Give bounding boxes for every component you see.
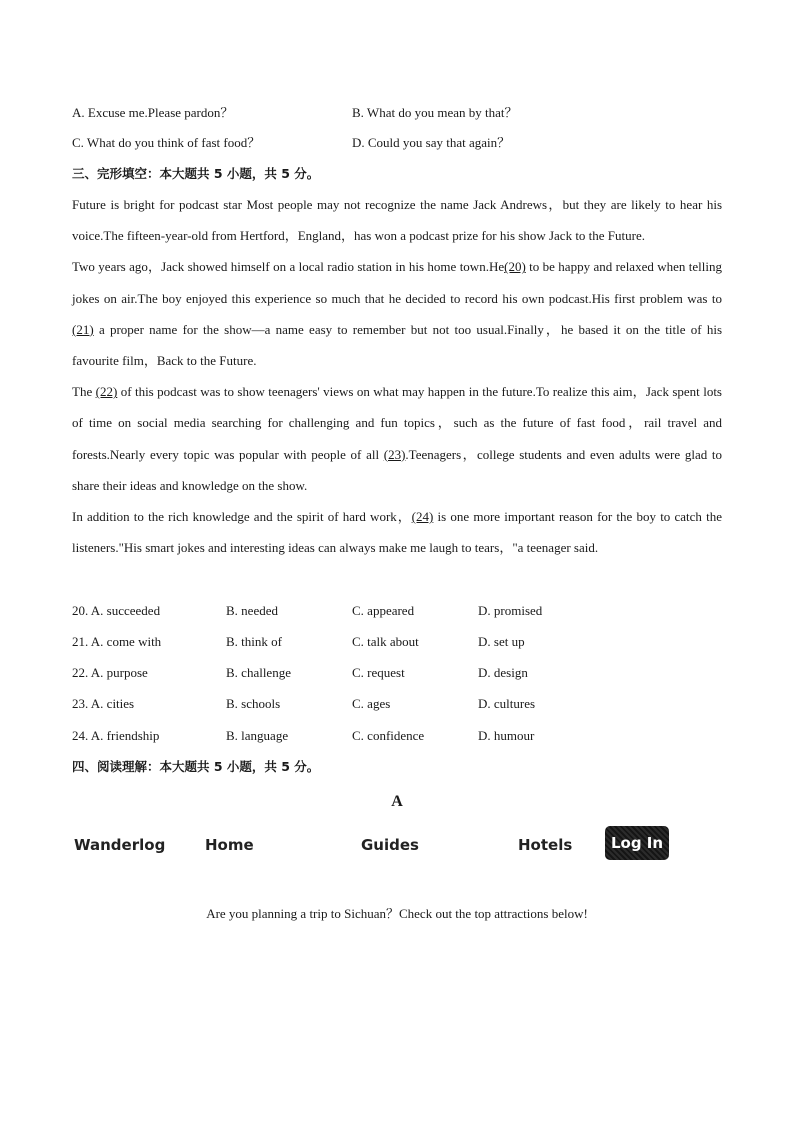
- choice-c: C. request: [352, 665, 405, 680]
- passage-paragraph-1: Future is bright for podcast star Most people may not recognize the name Jack Andrews，but they are likely to hear his voice.The fifteen-year-old from Hertford，England，has won a podcast prize for his show Jack to the Future.: [72, 197, 722, 244]
- choice-a: 20. A. succeeded: [72, 603, 161, 618]
- section-title-cloze: 三、完形填空：本大题共 5 小题，共 5 分。: [72, 166, 320, 181]
- option-a: A. Excuse me.Please pardon？: [72, 105, 234, 120]
- choice-d: D. design: [478, 665, 528, 680]
- choice-c: C. appeared: [352, 603, 415, 618]
- blank-24: (24): [411, 509, 434, 525]
- nav-home[interactable]: Home: [205, 836, 254, 854]
- choice-a: 21. A. come with: [72, 634, 162, 649]
- nav-guides[interactable]: Guides: [361, 836, 419, 854]
- brand-logo[interactable]: Wanderlog: [74, 836, 166, 854]
- choice-b: B. schools: [226, 696, 281, 711]
- intro-text: Are you planning a trip to Sichuan？Check out the top attractions below!: [206, 906, 588, 921]
- passage-paragraph-4: In addition to the rich knowledge and the spirit of hard work，(24) is one more important reason for the boy to catch the listeners."His smart jokes and interesting ideas can always make me laugh to tears，"a teenager said.: [72, 509, 722, 556]
- passage-paragraph-3: The (22) of this podcast was to show teenagers' views on what may happen in the future.To realize this aim，Jack spent lots of time on social media searching for challenging and fun topics，such as the future of fast food，rail travel and forests.Nearly every topic was popular with people of all (23).Teenagers，college students and even adults were glad to share their ideas and knowledge on the show.: [72, 384, 722, 493]
- choice-c: C. confidence: [352, 728, 425, 743]
- blank-22: (22): [95, 384, 118, 400]
- passage-heading: A: [391, 793, 403, 810]
- login-button[interactable]: Log In: [605, 826, 669, 860]
- blank-23: (23): [383, 446, 406, 462]
- section-title-reading: 四、阅读理解：本大题共 5 小题，共 5 分。: [72, 759, 320, 774]
- choice-c: C. talk about: [352, 634, 419, 649]
- passage-paragraph-2: Two years ago，Jack showed himself on a local radio station in his home town.He(20) to be happy and relaxed when telling jokes on air.The boy enjoyed this experience so much that he decided to record his own podcast.His first problem was to (21) a proper name for the show—a name easy to remember but not too usual.Finally，he based it on the title of his favourite film，Back to the Future.: [72, 259, 722, 369]
- choice-b: B. language: [226, 728, 289, 743]
- choice-a: 24. A. friendship: [72, 728, 160, 743]
- option-c: C. What do you think of fast food？: [72, 135, 261, 150]
- option-d: D. Could you say that again？: [352, 135, 511, 150]
- choice-d: D. humour: [478, 728, 535, 743]
- choice-c: C. ages: [352, 696, 391, 711]
- cloze-passage: [72, 189, 722, 563]
- choice-d: D. set up: [478, 634, 525, 649]
- choice-a: 23. A. cities: [72, 696, 135, 711]
- blank-20: (20): [504, 259, 526, 275]
- blank-21: (21): [72, 321, 94, 337]
- choice-b: B. needed: [226, 603, 278, 618]
- nav-hotels[interactable]: Hotels: [518, 836, 573, 854]
- choice-a: 22. A. purpose: [72, 665, 148, 680]
- option-b: B. What do you mean by that？: [352, 105, 518, 120]
- choice-d: D. cultures: [478, 696, 536, 711]
- choice-d: D. promised: [478, 603, 543, 618]
- choice-b: B. think of: [226, 634, 282, 649]
- choice-b: B. challenge: [226, 665, 291, 680]
